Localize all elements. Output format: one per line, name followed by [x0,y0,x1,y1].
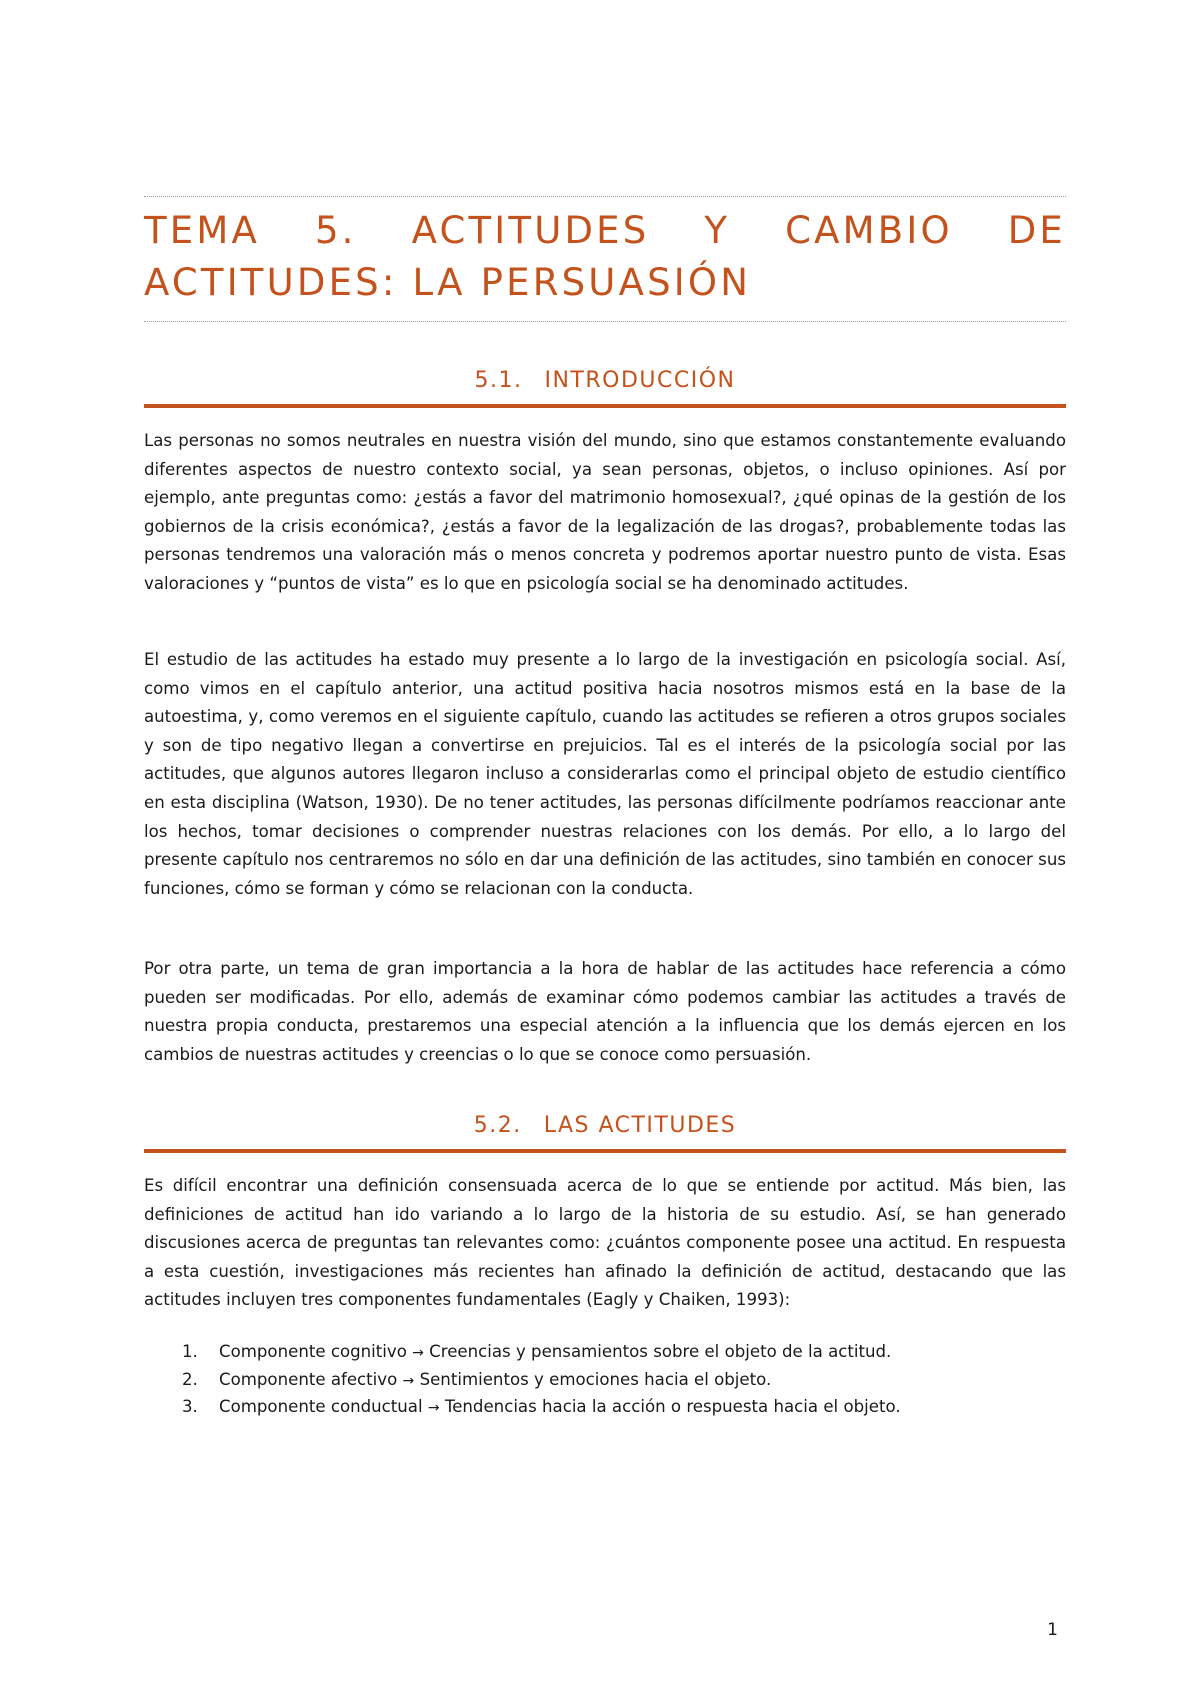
list-item-label: Componente conductual [219,1397,423,1416]
section-number: 5.2. [473,1113,522,1138]
list-item-text: Tendencias hacia la acción o respuesta hacia el objeto. [444,1397,901,1416]
components-list [144,1339,1066,1422]
document-title: TEMA 5. ACTITUDES Y CAMBIO DE ACTITUDES: LA PERSUASIÓN [144,209,1066,304]
title-bottom-divider [144,321,1066,322]
list-item-text: Creencias y pensamientos sobre el objeto de la actitud. [429,1342,892,1361]
list-item-number: 2. [182,1369,198,1389]
list-item-label: Componente cognitivo [219,1342,407,1361]
list-item-label: Componente afectivo [219,1369,398,1389]
section-heading-text [144,1111,1066,1141]
paragraph: El estudio de las actitudes ha estado muy presente a lo largo de la investigación en psicología social. Así, como vimos en el capítulo anterior, una actitud positiva hacia nosotros mismos está en la base de la autoestima, y, como veremos en el siguiente capítulo, cuando las actitudes se refieren a otros grupos sociales y son de tipo negativo llegan a convertirse en prejuicios. Tal es el interés de la psicología social por las actitudes, que algunos autores llegaron incluso a considerarlas como el principal objeto de estudio científico en esta disciplina (Watson, 1930). De no tener actitudes, las personas difícilmente podríamos reaccionar ante los hechos, tomar decisiones o comprender nuestras relaciones con los demás. Por ello, a lo largo del presente capítulo nos centraremos no sólo en dar una definición de las actitudes, sino también en conocer sus funciones, cómo se forman y cómo se relacionan con la conducta. [144,650,1066,898]
list-item [144,1367,1066,1395]
arrow-right-icon: → [402,1372,415,1389]
section-number: 5.1. [474,368,523,393]
section-rule [144,404,1066,408]
list-item-number: 1. [182,1342,198,1361]
paragraph: Es difícil encontrar una definición consensuada acerca de lo que se entiende por actitud. Más bien, las definiciones de actitud han ido variando a lo largo de la historia de su estudio. Así, se han generado discusiones acerca de preguntas tan relevantes como: ¿cuántos componente posee una actitud. En respuesta a esta cuestión, investigaciones más recientes han afinado la definición de actitud, destacando que las actitudes incluyen tres componentes fundamentales (Eagly y Chaiken, 1993): [144,1176,1066,1310]
arrow-right-icon: → [412,1345,424,1361]
section-heading-las-actitudes [144,1111,1066,1153]
paragraph: Las personas no somos neutrales en nuestra visión del mundo, sino que estamos constantemente evaluando diferentes aspectos de nuestro contexto social, ya sean personas, objetos, o incluso opiniones. Así por ejemplo, ante preguntas como: ¿estás a favor del matrimonio homosexual?, ¿qué opinas de la gestión de los gobiernos de la crisis económica?, ¿estás a favor de la legalización de las drogas?, probablemente todas las personas tendremos una valoración más o menos concreta y podremos aportar nuestro punto de vista. Esas valoraciones y “puntos de vista” es lo que en psicología social se ha denominado actitudes. [144,431,1066,593]
title-block [144,196,1066,322]
arrow-right-icon: → [427,1400,440,1416]
section-rule [144,1149,1066,1153]
list-item [144,1394,1066,1422]
section-title: INTRODUCCIÓN [544,368,736,393]
page-number: 1 [1047,1620,1058,1640]
list-item-text: Sentimientos y emociones hacia el objeto. [419,1369,772,1389]
section-heading-text [144,366,1066,396]
document-page [144,0,1066,1698]
paragraph: Por otra parte, un tema de gran importancia a la hora de hablar de las actitudes hace referencia a cómo pueden ser modificadas. Por ello, además de examinar cómo podemos cambiar las actitudes a través de nuestra propia conducta, prestaremos una especial atención a la influencia que los demás ejercen en los cambios de nuestras actitudes y creencias o lo que se conoce como persuasión. [144,959,1066,1064]
section-heading-introduccion [144,366,1066,408]
section-title: LAS ACTITUDES [543,1113,737,1138]
title-top-divider [144,196,1066,197]
list-item-number: 3. [182,1397,198,1416]
list-item [144,1339,1066,1367]
